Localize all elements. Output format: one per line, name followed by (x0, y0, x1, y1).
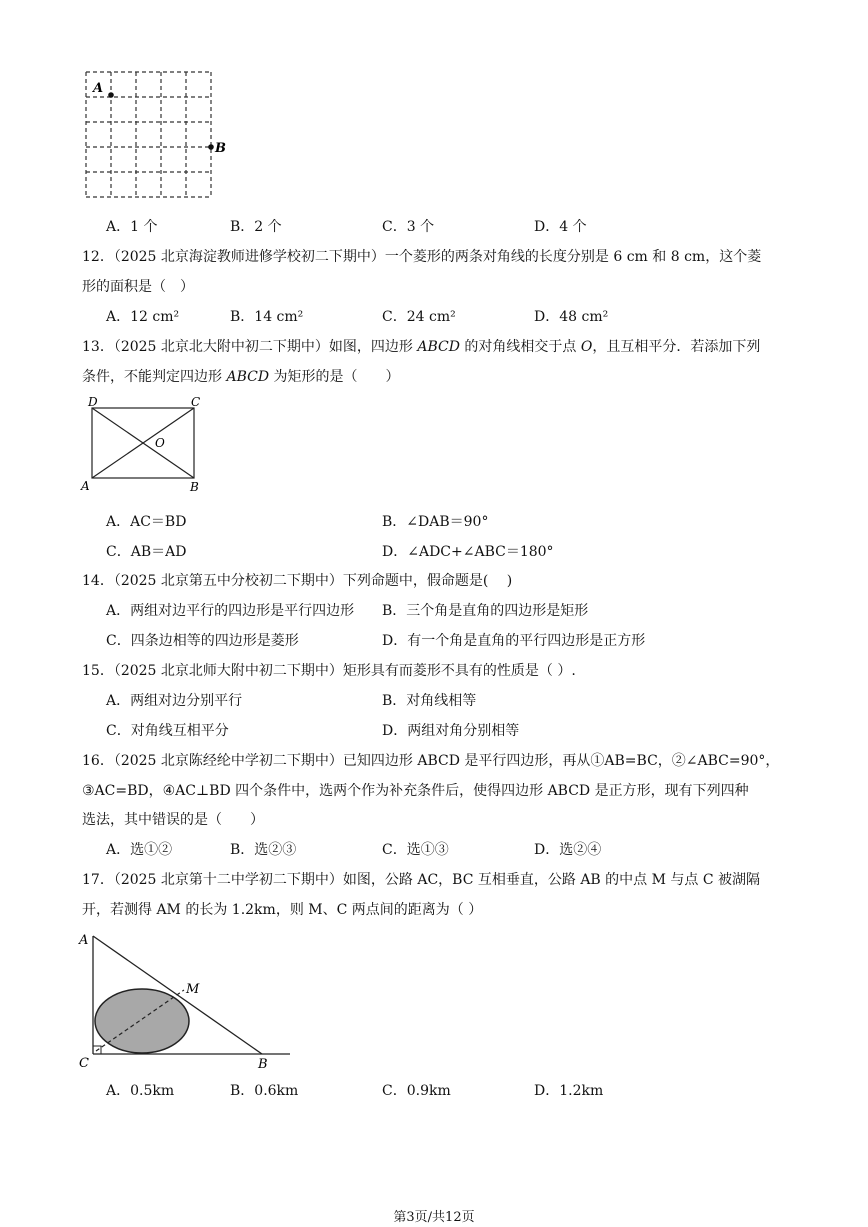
q13-option-b[interactable]: B．∠DAB＝90° (382, 514, 489, 530)
q11-option-a[interactable]: A．1 个 (106, 219, 158, 235)
label-a: A (81, 479, 90, 493)
q11-grid-figure (80, 66, 230, 202)
label-c: C (79, 1056, 89, 1071)
q14-option-b[interactable]: B．三个角是直角的四边形是矩形 (382, 603, 589, 619)
q13-rectangle-figure (80, 394, 210, 494)
label-b: B (190, 480, 199, 494)
q17-lake-figure (74, 926, 296, 1074)
q16-stem-line2: ③AC=BD，④AC⊥BD 四个条件中，选两个作为补充条件后，使得四边形 ABCD 是正方形，现有下列四种 (82, 783, 749, 799)
label-b: B (258, 1057, 268, 1072)
q12-option-c[interactable]: C．24 cm² (382, 309, 456, 325)
q16-stem-line1: 16．（2025 北京陈经纶中学初二下期中）已知四边形 ABCD 是平行四边形，再从①AB=BC，②∠ABC=90°， (82, 753, 780, 769)
q15-option-d[interactable]: D．两组对角分别相等 (382, 723, 520, 739)
q13-option-d[interactable]: D．∠ADC+∠ABC＝180° (382, 544, 554, 560)
q12-option-a[interactable]: A．12 cm² (106, 309, 180, 325)
label-a: A (93, 81, 104, 96)
q17-stem-line2: 开，若测得 AM 的长为 1.2km，则 M、C 两点间的距离为（ ） (82, 902, 483, 918)
q15-option-c[interactable]: C．对角线互相平分 (106, 723, 229, 739)
q11-option-b[interactable]: B．2 个 (230, 219, 282, 235)
q13-stem-line1: 13．（2025 北京北大附中初二下期中）如图，四边形 ABCD 的对角线相交于点 O，且互相平分．若添加下列 (82, 339, 761, 355)
page-number: 第3页/共12页 (393, 1210, 475, 1225)
q17-option-c[interactable]: C．0.9km (382, 1083, 451, 1099)
q12-stem-line1: 12．（2025 北京海淀教师进修学校初二下期中）一个菱形的两条对角线的长度分别是 6 cm 和 8 cm，这个菱 (82, 249, 762, 265)
q14-option-d[interactable]: D．有一个角是直角的平行四边形是正方形 (382, 633, 646, 649)
q15-option-b[interactable]: B．对角线相等 (382, 693, 477, 709)
label-a: A (79, 933, 89, 948)
q12-stem-line2: 形的面积是（ ） (82, 279, 194, 295)
label-m: M (186, 982, 200, 997)
q12-option-b[interactable]: B．14 cm² (230, 309, 304, 325)
q11-option-d[interactable]: D．4 个 (534, 219, 587, 235)
q16-stem-line3: 选法，其中错误的是（ ） (82, 812, 264, 828)
lake (95, 989, 189, 1053)
point-a (108, 92, 114, 98)
label-b: B (215, 141, 226, 156)
q15-stem: 15．（2025 北京北师大附中初二下期中）矩形具有而菱形不具有的性质是（ ）. (82, 663, 576, 679)
q13-option-a[interactable]: A．AC＝BD (106, 514, 187, 530)
q16-option-c[interactable]: C．选①③ (382, 842, 449, 858)
q12-option-d[interactable]: D．48 cm² (534, 309, 609, 325)
label-d: D (88, 395, 98, 409)
label-o: O (155, 436, 165, 450)
q11-option-c[interactable]: C．3 个 (382, 219, 435, 235)
q15-option-a[interactable]: A．两组对边分别平行 (106, 693, 243, 709)
point-b (208, 144, 214, 150)
q17-option-b[interactable]: B．0.6km (230, 1083, 299, 1099)
q13-stem-line2: 条件，不能判定四边形 ABCD 为矩形的是（ ） (82, 369, 400, 385)
q14-option-a[interactable]: A．两组对边平行的四边形是平行四边形 (106, 603, 355, 619)
q17-option-d[interactable]: D．1.2km (534, 1083, 604, 1099)
q16-option-b[interactable]: B．选②③ (230, 842, 297, 858)
q17-option-a[interactable]: A．0.5km (106, 1083, 175, 1099)
q14-option-c[interactable]: C．四条边相等的四边形是菱形 (106, 633, 299, 649)
q13-option-c[interactable]: C．AB＝AD (106, 544, 187, 560)
q16-option-a[interactable]: A．选①② (106, 842, 173, 858)
q17-stem-line1: 17．（2025 北京第十二中学初二下期中）如图，公路 AC，BC 互相垂直，公路 AB 的中点 M 与点 C 被湖隔 (82, 872, 761, 888)
label-c: C (191, 395, 201, 409)
q14-stem: 14．（2025 北京第五中分校初二下期中）下列命题中，假命题是( ) (82, 573, 513, 589)
q16-option-d[interactable]: D．选②④ (534, 842, 602, 858)
